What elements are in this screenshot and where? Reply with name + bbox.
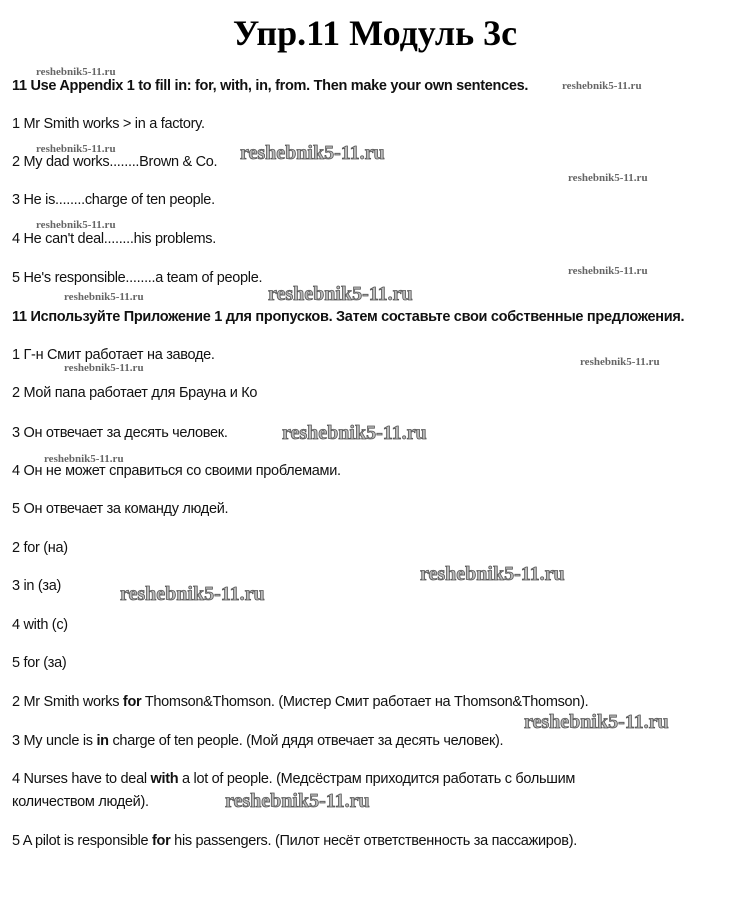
watermark: reshebnik5-11.ru [268, 283, 413, 305]
question-ru-5: 5 Он отвечает за команду людей. [12, 501, 229, 517]
question-en-1: 1 Mr Smith works > in a factory. [12, 116, 205, 132]
sentence-answer: for [152, 833, 171, 849]
question-en-4: 4 He can't deal........his problems. [12, 231, 216, 247]
sentence-3 [12, 733, 503, 749]
sentence-4 [12, 771, 575, 787]
sentence-answer: with [150, 771, 179, 787]
sentence-text: 5 A pilot is responsible [12, 833, 153, 849]
question-ru-2: 2 Мой папа работает для Брауна и Ко [12, 385, 258, 401]
question-en-2: 2 My dad works........Brown & Co. [12, 154, 218, 170]
sentence-2 [12, 694, 588, 710]
sentence-4-continued: количеством людей). [12, 794, 149, 810]
task-heading-en: 11 Use Appendix 1 to fill in: for, with, in, from. Then make your own sentences. [12, 78, 529, 94]
question-en-5: 5 He's responsible........a team of people. [12, 270, 263, 286]
watermark: reshebnik5-11.ru [36, 143, 116, 155]
question-ru-1: 1 Г-н Смит работает на заводе. [12, 347, 215, 363]
question-ru-3: 3 Он отвечает за десять человек. [12, 425, 228, 441]
watermark: reshebnik5-11.ru [225, 790, 370, 812]
watermark: reshebnik5-11.ru [580, 356, 660, 368]
watermark: reshebnik5-11.ru [64, 362, 144, 374]
page-title: Упр.11 Модуль 3с [232, 13, 518, 53]
sentence-text: 2 Mr Smith works [12, 694, 123, 710]
answer-4: 4 with (с) [12, 617, 68, 633]
sentence-text: a lot of people. (Медсёстрам приходится работать с большим [178, 771, 576, 787]
sentence-5 [12, 833, 577, 849]
sentence-text: charge of ten people. (Мой дядя отвечает за десять человек). [108, 733, 504, 749]
answer-3: 3 in (за) [12, 578, 62, 594]
watermark: reshebnik5-11.ru [36, 219, 116, 231]
question-en-3: 3 He is........charge of ten people. [12, 192, 215, 208]
watermark: reshebnik5-11.ru [562, 80, 642, 92]
question-ru-4: 4 Он не может справиться со своими проблемами. [12, 463, 341, 479]
watermark: reshebnik5-11.ru [64, 291, 144, 303]
sentence-text: 4 Nurses have to deal [12, 771, 151, 787]
sentence-text: Thomson&Thomson. (Мистер Смит работает на Thomson&Thomson). [141, 694, 589, 710]
watermark: reshebnik5-11.ru [524, 711, 669, 733]
sentence-text: 3 My uncle is [12, 733, 97, 749]
watermark: reshebnik5-11.ru [240, 142, 385, 164]
watermark: reshebnik5-11.ru [120, 583, 265, 605]
sentence-answer: for [122, 694, 142, 710]
watermark: reshebnik5-11.ru [36, 66, 116, 78]
sentence-text: his passengers. (Пилот несёт ответственность за пассажиров). [170, 833, 577, 849]
task-heading-ru: 11 Используйте Приложение 1 для пропусков. Затем составьте свои собственные предложения. [12, 309, 685, 325]
watermark: reshebnik5-11.ru [44, 453, 124, 465]
answer-2: 2 for (на) [12, 540, 68, 556]
watermark: reshebnik5-11.ru [568, 265, 648, 277]
sentence-answer: in [96, 733, 109, 749]
answer-5: 5 for (за) [12, 655, 67, 671]
watermark: reshebnik5-11.ru [420, 563, 565, 585]
watermark: reshebnik5-11.ru [282, 422, 427, 444]
watermark: reshebnik5-11.ru [568, 172, 648, 184]
